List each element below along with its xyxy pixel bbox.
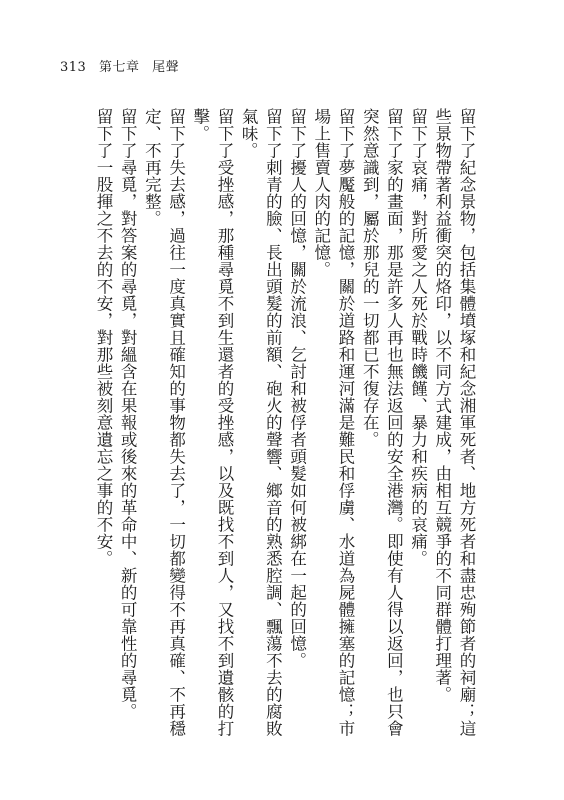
paragraph: 留下了哀痛，對所愛之人死於戰時饑饉、暴力和疾病的哀痛。 <box>408 108 428 567</box>
chapter-label: 第七章 <box>98 60 140 75</box>
paragraph: 留下了擾人的回憶，關於流浪、乞討和被俘者頭髮如何被綁在一起的回憶。 <box>287 108 307 669</box>
chapter-title: 尾聲 <box>152 60 180 75</box>
paragraph: 留下了失去感，過往一度真實且確知的事物都失去了，一切都變得不再真確、不再穩定、不再完整。 <box>142 108 186 737</box>
paragraph: 留下了刺青的臉、長出頭髮的前額、砲火的聲響、鄉音的熟悉腔調、飄蕩不去的腐敗氣味。 <box>239 108 283 737</box>
paragraph: 留下了尋覓，對答案的尋覓，對縕含在果報或後來的革命中、新的可靠性的尋覓。 <box>118 108 138 720</box>
running-head <box>60 56 187 75</box>
paragraph: 留下了夢魘般的記憶，關於道路和運河滿是難民和俘虜、水道為屍體擁塞的記憶；市場上售賣人肉的記憶。 <box>311 108 355 737</box>
page-number: 313 <box>60 60 87 75</box>
paragraph: 留下了受挫感，那種尋覓不到生還者的受挫感，以及既找不到人，又找不到遺骸的打擊。 <box>190 108 234 737</box>
paragraph: 留下了紀念景物，包括集體墳塚和紀念湘軍死者、地方死者和盡忠殉節者的祠廟；這些景物帶著利益衝突的烙印，以不同方式建成，由相互競爭的不同群體打理著。 <box>432 108 476 737</box>
body-text <box>58 108 478 748</box>
paragraph: 留下了一股揮之不去的不安，對那些被刻意遺忘之事的不安。 <box>93 108 113 567</box>
paragraph: 留下了家的畫面，那是許多人再也無法返回的安全港灣。即使有人得以返回，也只會突然意識到，屬於那兒的一切都已不復存在。 <box>360 108 404 737</box>
